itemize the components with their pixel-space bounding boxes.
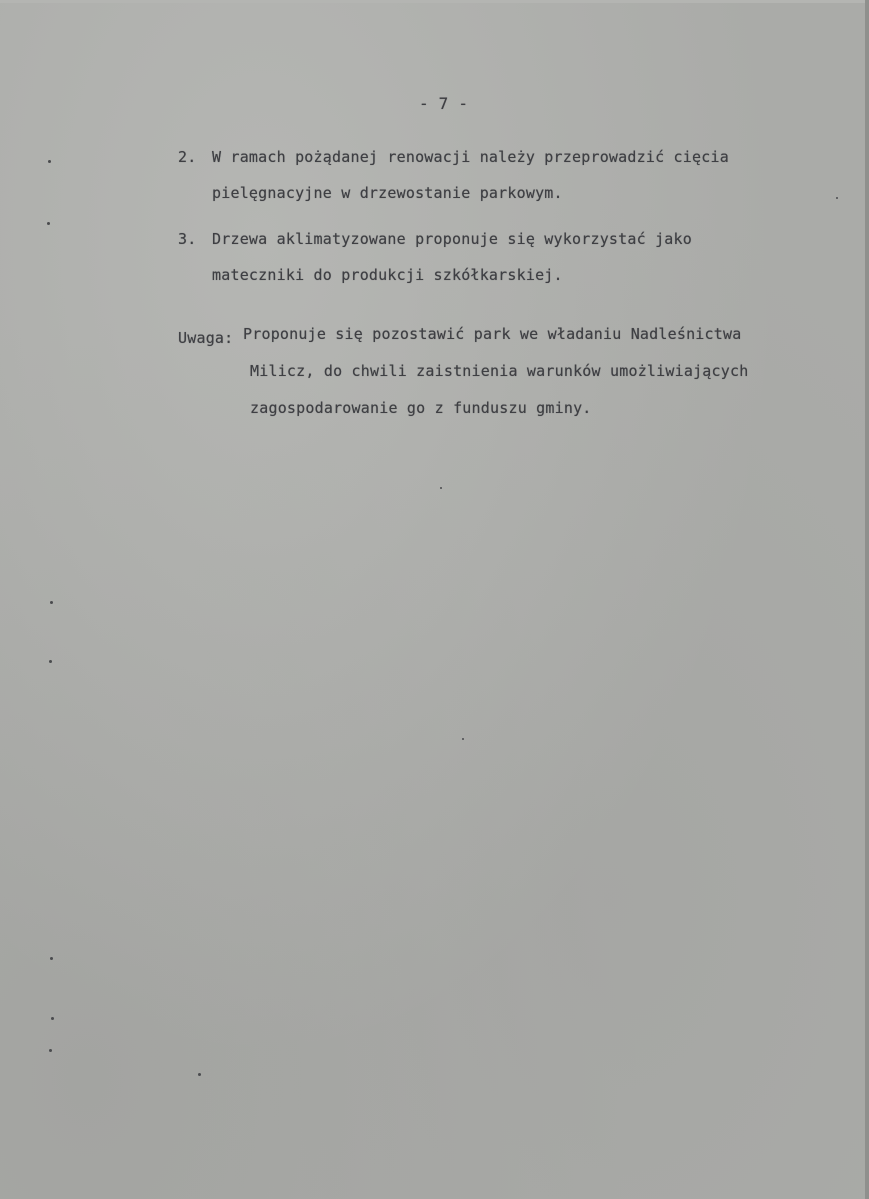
margin-mark <box>50 957 53 960</box>
item-2-line-2: pielęgnacyjne w drzewostanie parkowym. <box>212 184 563 202</box>
paper-edge-right <box>865 0 869 1199</box>
speck <box>462 738 464 740</box>
margin-mark <box>49 660 52 663</box>
item-3-line-1: Drzewa aklimatyzowane proponuje się wykorzystać jako <box>212 230 692 248</box>
speck <box>836 197 838 199</box>
margin-mark <box>51 1017 54 1020</box>
margin-mark <box>49 1049 52 1052</box>
note-label: Uwaga: <box>178 329 234 347</box>
margin-mark <box>198 1073 201 1076</box>
item-3-number: 3. <box>178 230 197 248</box>
paper-edge-top <box>0 0 869 3</box>
page-number: - 7 - <box>419 94 469 113</box>
margin-mark <box>48 160 51 163</box>
note-line-3: zagospodarowanie go z funduszu gminy. <box>250 399 592 417</box>
margin-mark <box>50 601 53 604</box>
note-line-2: Milicz, do chwili zaistnienia warunków umożliwiających <box>250 362 749 380</box>
item-3-line-2: mateczniki do produkcji szkółkarskiej. <box>212 266 563 284</box>
margin-mark <box>47 222 50 225</box>
item-2-number: 2. <box>178 148 197 166</box>
speck <box>440 487 442 489</box>
note-line-1: Proponuje się pozostawić park we władaniu Nadleśnictwa <box>243 325 742 343</box>
item-2-line-1: W ramach pożądanej renowacji należy przeprowadzić cięcia <box>212 148 729 166</box>
